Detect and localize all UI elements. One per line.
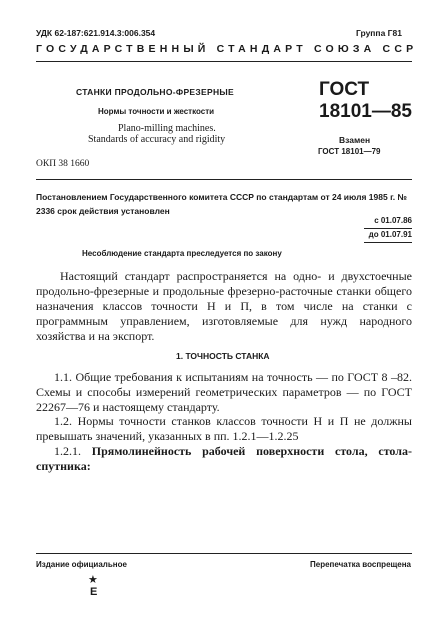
date-underline	[364, 242, 412, 243]
clause-1-1: 1.1. Общие требования к испытаниям на точность — по ГОСТ 8 –82. Схемы и способы измерений геометрических параметров — по ГОСТ 22267—76 и настоящему стандарту.	[36, 370, 412, 414]
standard-title-ru: СТАНКИ ПРОДОЛЬНО-ФРЕЗЕРНЫЕ	[76, 87, 234, 97]
reprint-prohibited: Перепечатка воспрещена	[310, 560, 411, 569]
okp-code: ОКП 38 1660	[36, 159, 90, 169]
standard-subtitle-en: Standards of accuracy and rigidity	[88, 134, 226, 145]
replaces-standard: ГОСТ 18101—79	[318, 147, 381, 156]
decree-text: Постановлением Государственного комитета СССР по стандартам от 24 июля 1985 г. № 2336 срок действия установлен	[36, 192, 407, 216]
standard-subtitle-ru: Нормы точности и жесткости	[98, 107, 215, 116]
header-divider	[36, 61, 412, 62]
standard-title-en: Plano-milling machines.	[118, 123, 216, 134]
section-title: 1. ТОЧНОСТЬ СТАНКА	[176, 351, 270, 361]
clause-1-2-1	[36, 444, 412, 474]
group-code: Группа Г81	[356, 28, 402, 38]
clause-number: 1.2.1.	[54, 444, 81, 458]
clause-heading: Прямолинейность рабочей поверхности стола, стола-спутника:	[36, 444, 413, 473]
effective-from: с 01.07.86	[374, 216, 412, 225]
official-edition: Издание официальное	[36, 560, 127, 569]
intro-paragraph: Настоящий стандарт распространяется на одно- и двухстоечные продольно-фрезерные и продольные фрезерно-расточные станки общего назначения классов точности Н и П, в том числе на станки с программным управлением, изготовляемые для нужд народного хозяйства и на экспорт.	[36, 269, 412, 343]
udk-code: УДК 62-187:621.914.3:006.354	[36, 28, 156, 38]
clause-1-2: 1.2. Нормы точности станков классов точности Н и П не должны превышать значений, указанных в пп. 1.2.1—1.2.25	[36, 414, 412, 443]
gost-number: 18101—85	[319, 101, 412, 122]
footer-divider	[36, 553, 412, 554]
replaces-label: Взамен	[339, 135, 371, 145]
title-divider	[36, 179, 412, 180]
star-icon: ★	[88, 574, 98, 586]
law-notice: Несоблюдение стандарта преследуется по закону	[82, 249, 282, 258]
effective-to: до 01.07.91	[368, 230, 412, 239]
state-standard-banner: ГОСУДАРСТВЕННЫЙ СТАНДАРТ СОЮЗА ССР	[36, 43, 418, 55]
edition-letter: Е	[90, 586, 98, 598]
gost-label: ГОСТ	[319, 79, 370, 100]
date-underline	[364, 228, 412, 229]
